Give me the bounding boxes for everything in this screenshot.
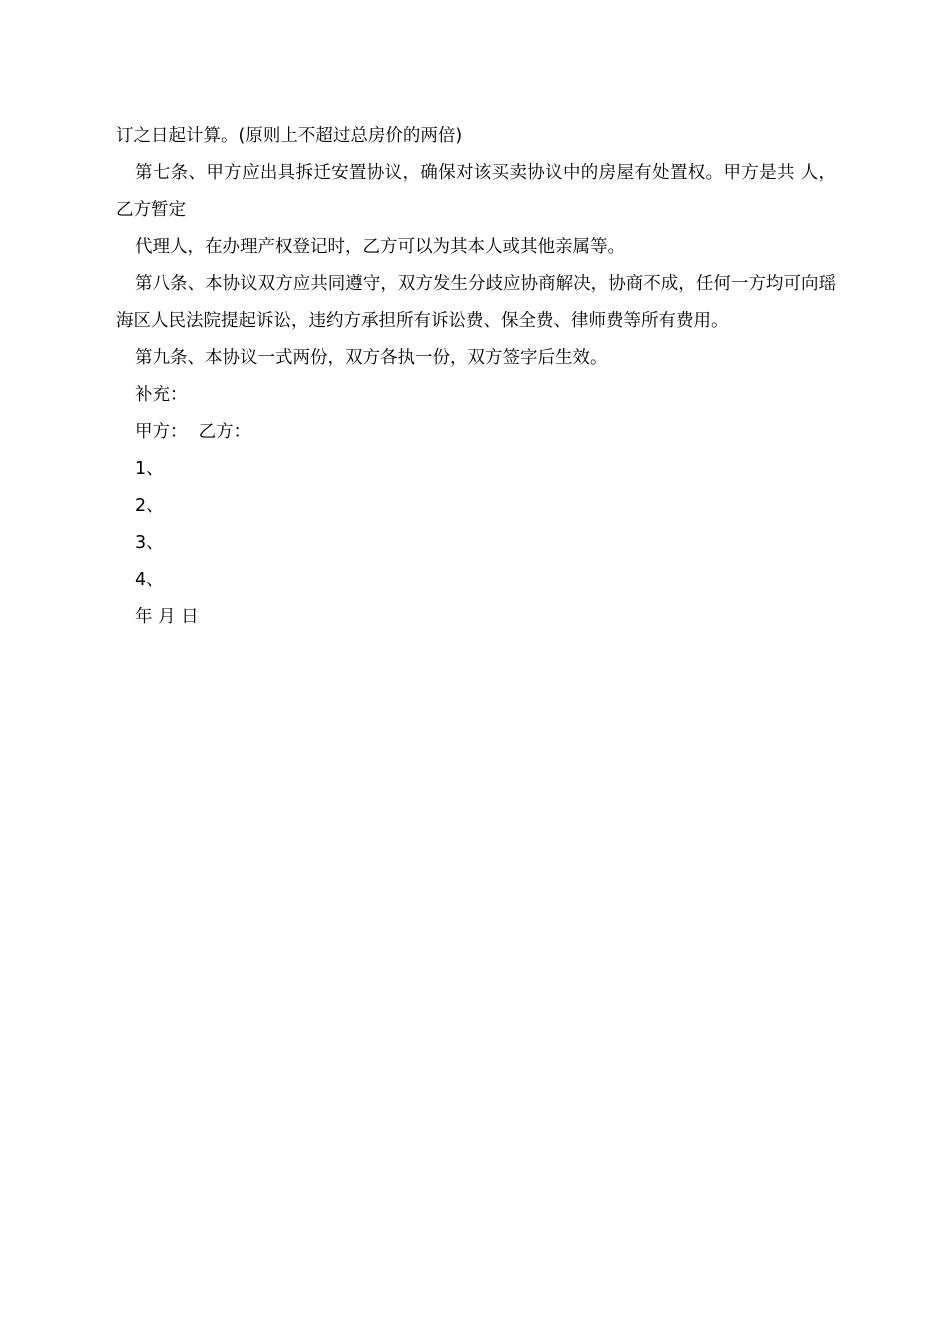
document-body xyxy=(116,118,836,636)
paragraph-article-8: 第八条、本协议双方应共同遵守，双方发生分歧应协商解决，协商不成，任何一方均可向瑶海区人民法院提起诉讼，违约方承担所有诉讼费、保全费、律师费等所有费用。 xyxy=(116,274,836,331)
list-item-1: 1、 xyxy=(135,459,164,479)
paragraph-article-7: 第七条、甲方应出具拆迁安置协议，确保对该买卖协议中的房屋有处置权。甲方是共 人，乙方暂定 xyxy=(116,163,836,220)
paragraph-parties: 甲方： 乙方： xyxy=(135,422,252,442)
paragraph-supplement: 补充： xyxy=(135,385,188,405)
paragraph-continuation: 订之日起计算。(原则上不超过总房价的两倍) xyxy=(116,126,463,146)
list-item-2: 2、 xyxy=(135,496,164,516)
list-item-4: 4、 xyxy=(135,570,164,590)
list-item-3: 3、 xyxy=(135,533,164,553)
date-line: 年 月 日 xyxy=(135,607,199,627)
paragraph-article-9: 第九条、本协议一式两份，双方各执一份，双方签字后生效。 xyxy=(135,348,608,368)
paragraph-agent: 代理人，在办理产权登记时，乙方可以为其本人或其他亲属等。 xyxy=(135,237,625,257)
